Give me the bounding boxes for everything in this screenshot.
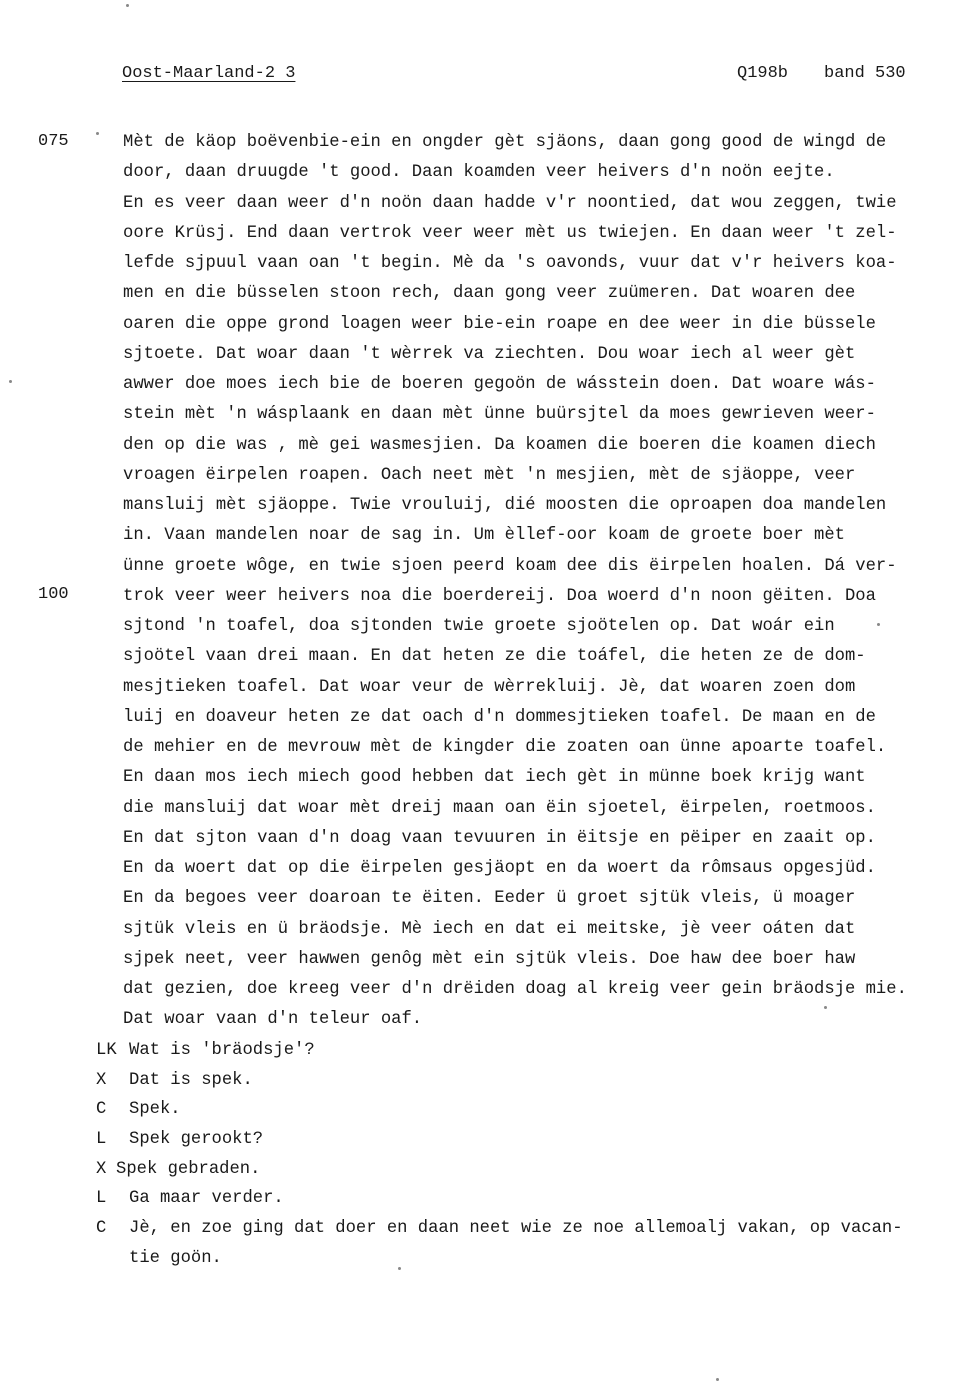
dialogue-turn xyxy=(96,1155,946,1185)
utterance: Spek gebraden. xyxy=(116,1159,261,1179)
line-number-075: 075 xyxy=(38,132,69,151)
transcript-line: En es veer daan weer d'n noön daan hadde v'r noontied, dat wou zeggen, twie xyxy=(123,193,897,213)
transcript-line: ünne groete wôge, en twie sjoen peerd koam dee dis ëirpelen hoalen. Dá ver- xyxy=(123,556,897,576)
dialogue-turn xyxy=(96,1184,946,1214)
dialogue-turn-continuation xyxy=(96,1244,946,1274)
recording-code: Q198b xyxy=(737,64,789,83)
paper-speck xyxy=(824,1006,827,1009)
paper-speck xyxy=(716,1378,719,1381)
paper-speck xyxy=(398,1267,401,1270)
transcript-line: door, daan druugde 't good. Daan koamden veer heivers d'n noön eejte. xyxy=(123,163,835,183)
dialogue-section xyxy=(96,1036,946,1274)
speaker-label: L xyxy=(96,1130,107,1150)
transcript-line: die mansluij dat woar mèt dreij maan oan ëin sjoetel, ëirpelen, roetmoos. xyxy=(123,798,876,818)
speaker-label: L xyxy=(96,1189,107,1209)
dialogue-turn xyxy=(96,1036,946,1066)
transcript-line: Mèt de käop boëvenbie-ein en ongder gèt sjäons, daan gong good de wingd de xyxy=(123,133,887,152)
dialogue-turn xyxy=(96,1066,946,1096)
transcript-paragraph xyxy=(123,128,943,1036)
transcript-line: mesjtieken toafel. Dat woar veur de wèrrekluij. Jè, dat woaren zoen dom xyxy=(123,677,856,697)
transcript-line: sjoötel vaan drei maan. En dat heten ze die toáfel, die heten ze de dom- xyxy=(123,647,866,667)
dialogue-turn xyxy=(96,1214,946,1244)
transcript-line: trok veer weer heivers noa die boerdereij. Doa woerd d'n noon gëiten. Doa xyxy=(123,586,876,606)
speaker-label: X xyxy=(96,1070,107,1090)
line-number-100: 100 xyxy=(38,585,69,604)
utterance: tie goön. xyxy=(129,1248,222,1268)
transcript-line: luij en doaveur heten ze dat oach d'n dommesjtieken toafel. De maan en de xyxy=(123,707,876,727)
paper-speck xyxy=(96,132,99,135)
paper-speck xyxy=(9,380,12,383)
transcript-line: stein mèt 'n wásplaank en daan mèt ünne buürsjtel da moes gewrieven weer- xyxy=(123,405,876,425)
transcript-line: En da begoes veer doaroan te ëiten. Eeder ü groet sjtük vleis, ü moager xyxy=(123,889,856,909)
utterance: Spek gerookt? xyxy=(129,1130,264,1150)
transcript-line: En da woert dat op die ëirpelen gesjäopt en da woert da rômsaus opgesjüd. xyxy=(123,859,876,878)
speaker-label: X xyxy=(96,1159,107,1179)
transcript-line: oore Krüsj. End daan vertrok veer weer mèt us twiejen. En daan weer 't zel- xyxy=(123,223,897,243)
transcript-line: En daan mos iech miech good hebben dat iech gèt in münne boek krijg want xyxy=(123,768,866,788)
utterance: Ga maar verder. xyxy=(129,1189,284,1209)
dialogue-turn xyxy=(96,1125,946,1155)
utterance: Jè, en zoe ging dat doer en daan neet wie ze noe allemoalj vakan, op vacan- xyxy=(129,1219,903,1239)
transcript-line: Dat woar vaan d'n teleur oaf. xyxy=(123,1010,423,1030)
band-number: band 530 xyxy=(824,64,906,83)
transcript-line: dat gezien, doe kreeg veer d'n drëiden doag al kreig veer gein bräodsje mie. xyxy=(123,980,907,999)
speaker-label: LK xyxy=(96,1041,117,1060)
transcript-line: En dat sjton vaan d'n doag vaan tevuuren in ëitsje en pëiper en zaait op. xyxy=(123,828,876,848)
utterance: Spek. xyxy=(129,1100,181,1120)
utterance: Dat is spek. xyxy=(129,1070,253,1090)
transcript-line: lefde sjpuul vaan oan 't begin. Mè da 's oavonds, vuur dat v'r heivers koa- xyxy=(123,254,897,273)
dialogue-turn xyxy=(96,1095,946,1125)
transcript-line: oaren die oppe grond loagen weer bie-ein roape en dee weer in die büssele xyxy=(123,314,876,334)
transcript-line: mansluij mèt sjäoppe. Twie vrouluij, dié moosten die oproapen doa mandelen xyxy=(123,496,887,515)
transcript-line: sjtoete. Dat woar daan 't wèrrek va ziechten. Dou woar iech al weer gèt xyxy=(123,344,856,364)
speaker-label: C xyxy=(96,1100,107,1120)
transcript-line: in. Vaan mandelen noar de sag in. Um èllef-oor koam de groete boer mèt xyxy=(123,526,845,546)
transcript-line: sjtük vleis en ü bräodsje. Mè iech en dat ei meitske, jè veer oáten dat xyxy=(123,919,856,939)
utterance: Wat is 'bräodsje'? xyxy=(129,1041,315,1060)
transcript-line: de mehier en de mevrouw mèt de kingder die zoaten oan ünne apoarte toafel. xyxy=(123,738,887,757)
transcript-line: vroagen ëirpelen roapen. Oach neet mèt 'n mesjien, mèt de sjäoppe, veer xyxy=(123,465,856,485)
transcript-line: sjpek neet, veer hawwen genôg mèt ein sjtük vleis. Doe haw dee boer haw xyxy=(123,949,856,969)
paper-speck xyxy=(126,4,129,7)
paper-speck xyxy=(877,623,880,626)
transcript-line: men en die büsselen stoon rech, daan gong veer zuümeren. Dat woaren dee xyxy=(123,284,856,304)
document-reference: Oost-Maarland-2 3 xyxy=(122,64,296,83)
transcript-line: sjtond 'n toafel, doa sjtonden twie groete sjoötelen op. Dat woár ein xyxy=(123,617,835,636)
speaker-label: C xyxy=(96,1219,107,1239)
transcript-line: awwer doe moes iech bie de boeren gegoön de wásstein doen. Dat woare wás- xyxy=(123,375,876,394)
transcript-line: den op die was , mè gei wasmesjien. Da koamen die boeren die koamen diech xyxy=(123,435,876,455)
